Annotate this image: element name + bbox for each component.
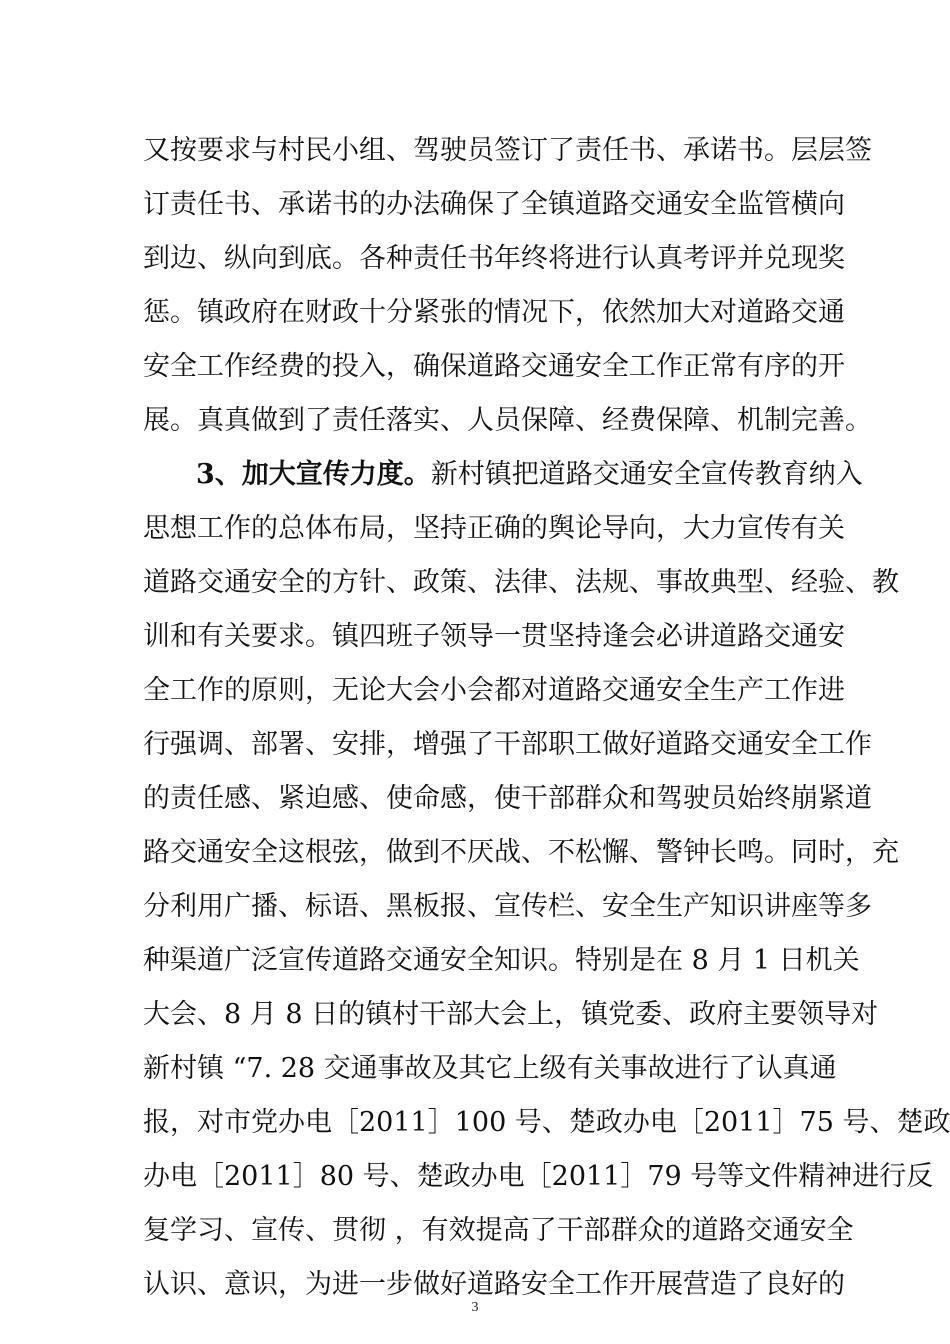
paragraph-line: 分利用广播、标语、黑板报、宣传栏、安全生产知识讲座等多 (143, 891, 872, 922)
paragraph-line: 思想工作的总体布局，坚持正确的舆论导向，大力宣传有关 (143, 513, 845, 544)
paragraph-line: 路交通安全这根弦，做到不厌战、不松懈、警钟长鸣。同时，充 (143, 837, 899, 868)
section-first-line (196, 448, 863, 502)
paragraph-line: 行强调、部署、安排，增强了干部职工做好道路交通安全工作 (143, 729, 872, 760)
paragraph-line: 新村镇 “7. 28 交通事故及其它上级有关事故进行了认真通 (143, 1053, 837, 1084)
paragraph-line: 全工作的原则，无论大会小会都对道路交通安全生产工作进 (143, 675, 845, 706)
paragraph-line: 展。真真做到了责任落实、人员保障、经费保障、机制完善。 (143, 405, 872, 436)
page-number: 3 (471, 1300, 479, 1315)
paragraph-line: 种渠道广泛宣传道路交通安全知识。特别是在 8 月 1 日机关 (143, 945, 860, 976)
paragraph-line: 办电［2011］80 号、楚政办电［2011］79 号等文件精神进行反 (143, 1161, 934, 1192)
section-heading: 3、加大宣传力度。 (196, 459, 431, 490)
paragraph-line: 订责任书、承诺书的办法确保了全镇道路交通安全监管横向 (143, 189, 845, 220)
paragraph-line: 报，对市党办电［2011］100 号、楚政办电［2011］75 号、楚政 (143, 1107, 950, 1138)
paragraph-line: 训和有关要求。镇四班子领导一贯坚持逢会必讲道路交通安 (143, 621, 845, 652)
paragraph-line: 到边、纵向到底。各种责任书年终将进行认真考评并兑现奖 (143, 243, 845, 274)
paragraph-line: 惩。镇政府在财政十分紧张的情况下，依然加大对道路交通 (143, 297, 845, 328)
paragraph-line: 又按要求与村民小组、驾驶员签订了责任书、承诺书。层层签 (143, 135, 872, 166)
paragraph-line: 复学习、宣传、贯彻 ，有效提高了干部群众的道路交通安全 (143, 1215, 854, 1246)
paragraph-line: 大会、8 月 8 日的镇村干部大会上，镇党委、政府主要领导对 (143, 999, 879, 1030)
paragraph-line: 的责任感、紧迫感、使命感，使干部群众和驾驶员始终崩紧道 (143, 783, 872, 814)
paragraph-line: 认识、意识，为进一步做好道路安全工作开展营造了良好的 (143, 1269, 845, 1300)
section-first-line-text: 新村镇把道路交通安全宣传教育纳入 (430, 459, 863, 490)
paragraph-line: 安全工作经费的投入，确保道路交通安全工作正常有序的开 (143, 351, 845, 382)
paragraph-line: 道路交通安全的方针、政策、法律、法规、事故典型、经验、教 (143, 567, 899, 598)
